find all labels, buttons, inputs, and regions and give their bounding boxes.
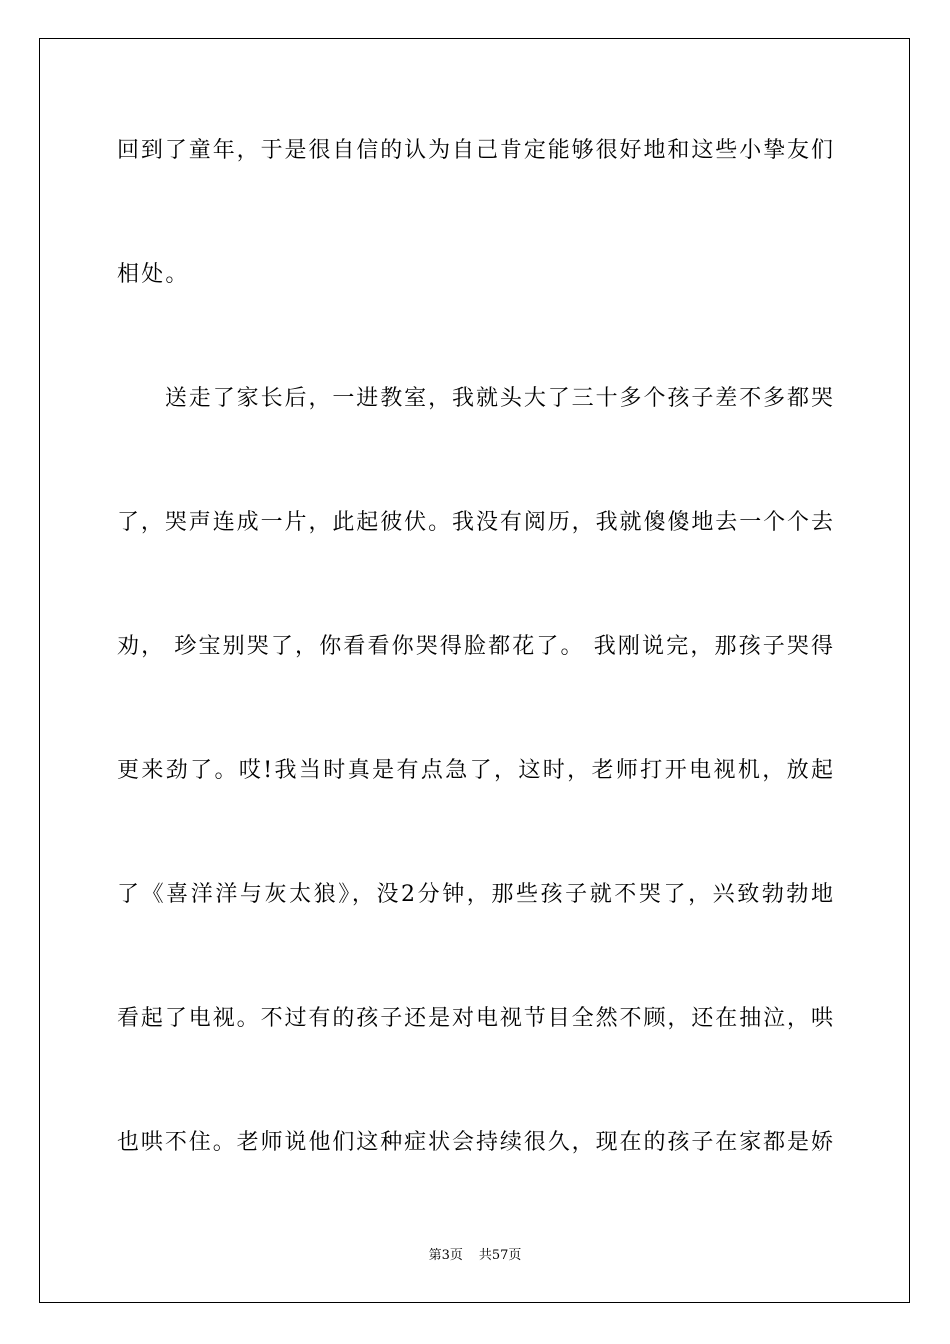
paragraph-line: 相处。	[117, 262, 190, 287]
paragraph-line: 了，哭声连成一片，此起彼伏。我没有阅历，我就傻傻地去一个个去	[117, 510, 833, 535]
paragraph-line: 送走了家长后，一进教室，我就头大了三十多个孩子差不多都哭	[117, 386, 833, 411]
page-footer	[0, 1247, 950, 1265]
paragraph-line: 回到了童年，于是很自信的认为自己肯定能够很好地和这些小挚友们	[117, 138, 833, 163]
paragraph-line: 更来劲了。哎!我当时真是有点急了，这时，老师打开电视机，放起	[117, 758, 833, 783]
paragraph-line: 看起了电视。不过有的孩子还是对电视节目全然不顾，还在抽泣，哄	[117, 1006, 833, 1031]
paragraph-line: 了《喜洋洋与灰太狼》，没2分钟，那些孩子就不哭了，兴致勃勃地	[117, 882, 833, 907]
page-border	[39, 38, 910, 1303]
paragraph-line: 劝， 珍宝别哭了，你看看你哭得脸都花了。 我刚说完，那孩子哭得	[117, 634, 833, 659]
page-number: 第3页	[428, 1248, 463, 1263]
total-pages: 共57页	[478, 1248, 522, 1263]
paragraph-line: 也哄不住。老师说他们这种症状会持续很久，现在的孩子在家都是娇	[117, 1130, 833, 1155]
